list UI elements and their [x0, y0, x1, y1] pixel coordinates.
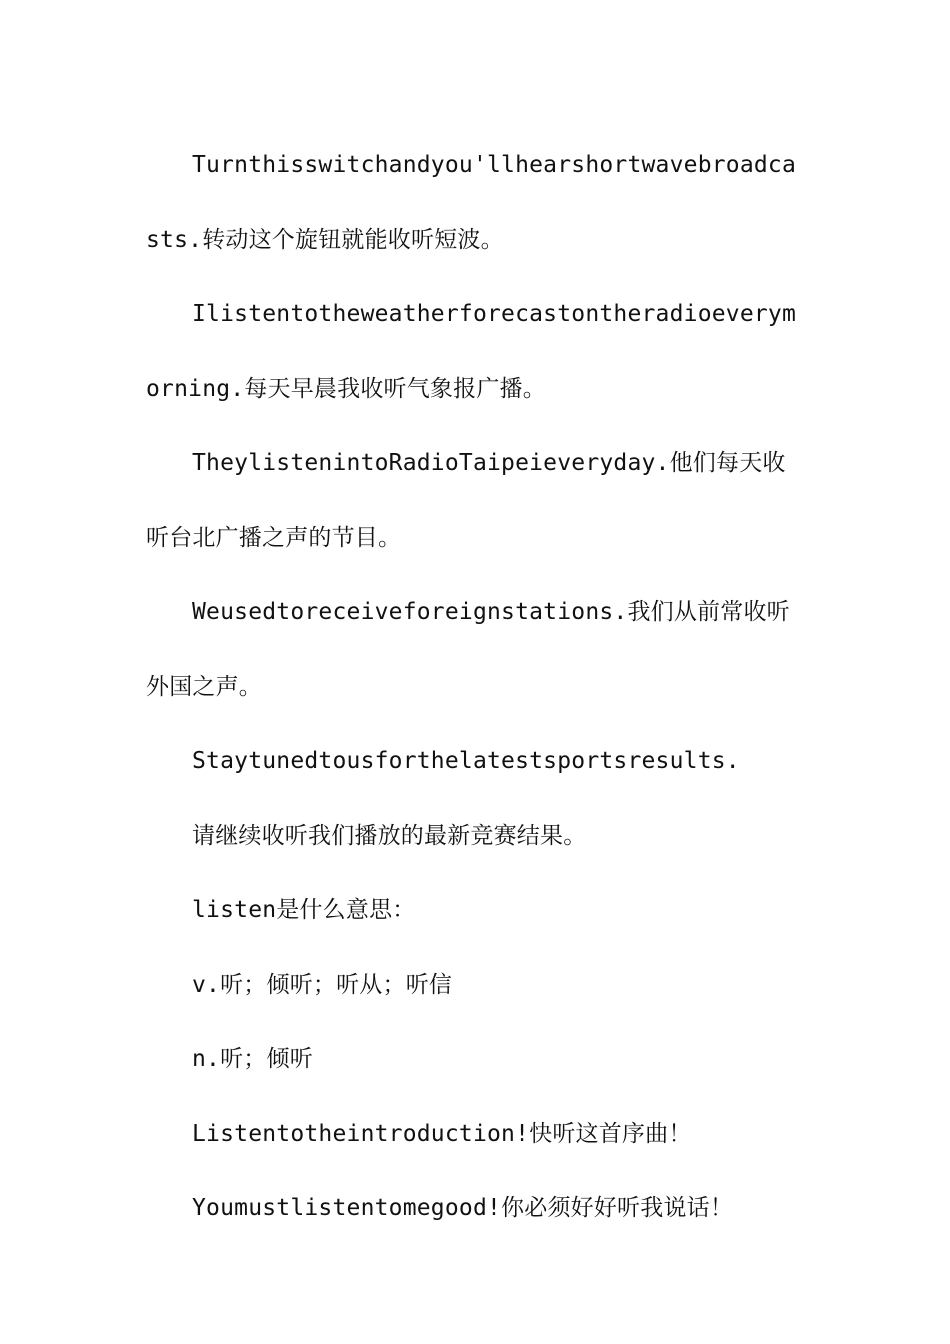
paragraph-11: Youmustlistentomegood!你必须好好听我说话！ [192, 1195, 734, 1221]
paragraph-9: n.听；倾听 [192, 1046, 313, 1072]
paragraph-1: Turnthisswitchandyou'llhearshortwavebroadcasts.转动这个旋钮就能收听短波。 [146, 152, 797, 253]
paragraph-10: Listentotheintroduction!快听这首序曲！ [192, 1120, 692, 1147]
paragraph-6: 请继续收听我们播放的最新竞赛结果。 [192, 822, 587, 849]
paragraph-3: TheylistenintoRadioTaipeieveryday.他们每天收听台北广播之声的节目。 [146, 450, 786, 551]
document-body [146, 128, 806, 1246]
paragraph-2: Ilistentotheweatherforecastontheradioeverymorning.每天早晨我收听气象报广播。 [146, 301, 797, 402]
paragraph-5: Staytunedtousforthelatestsportsresults. [192, 748, 740, 774]
paragraph-8: v.听；倾听；听从；听信 [192, 971, 453, 998]
paragraph-7: listen是什么意思： [192, 897, 416, 923]
paragraph-4: Weusedtoreceiveforeignstations.我们从前常收听外国之声。 [146, 599, 790, 700]
